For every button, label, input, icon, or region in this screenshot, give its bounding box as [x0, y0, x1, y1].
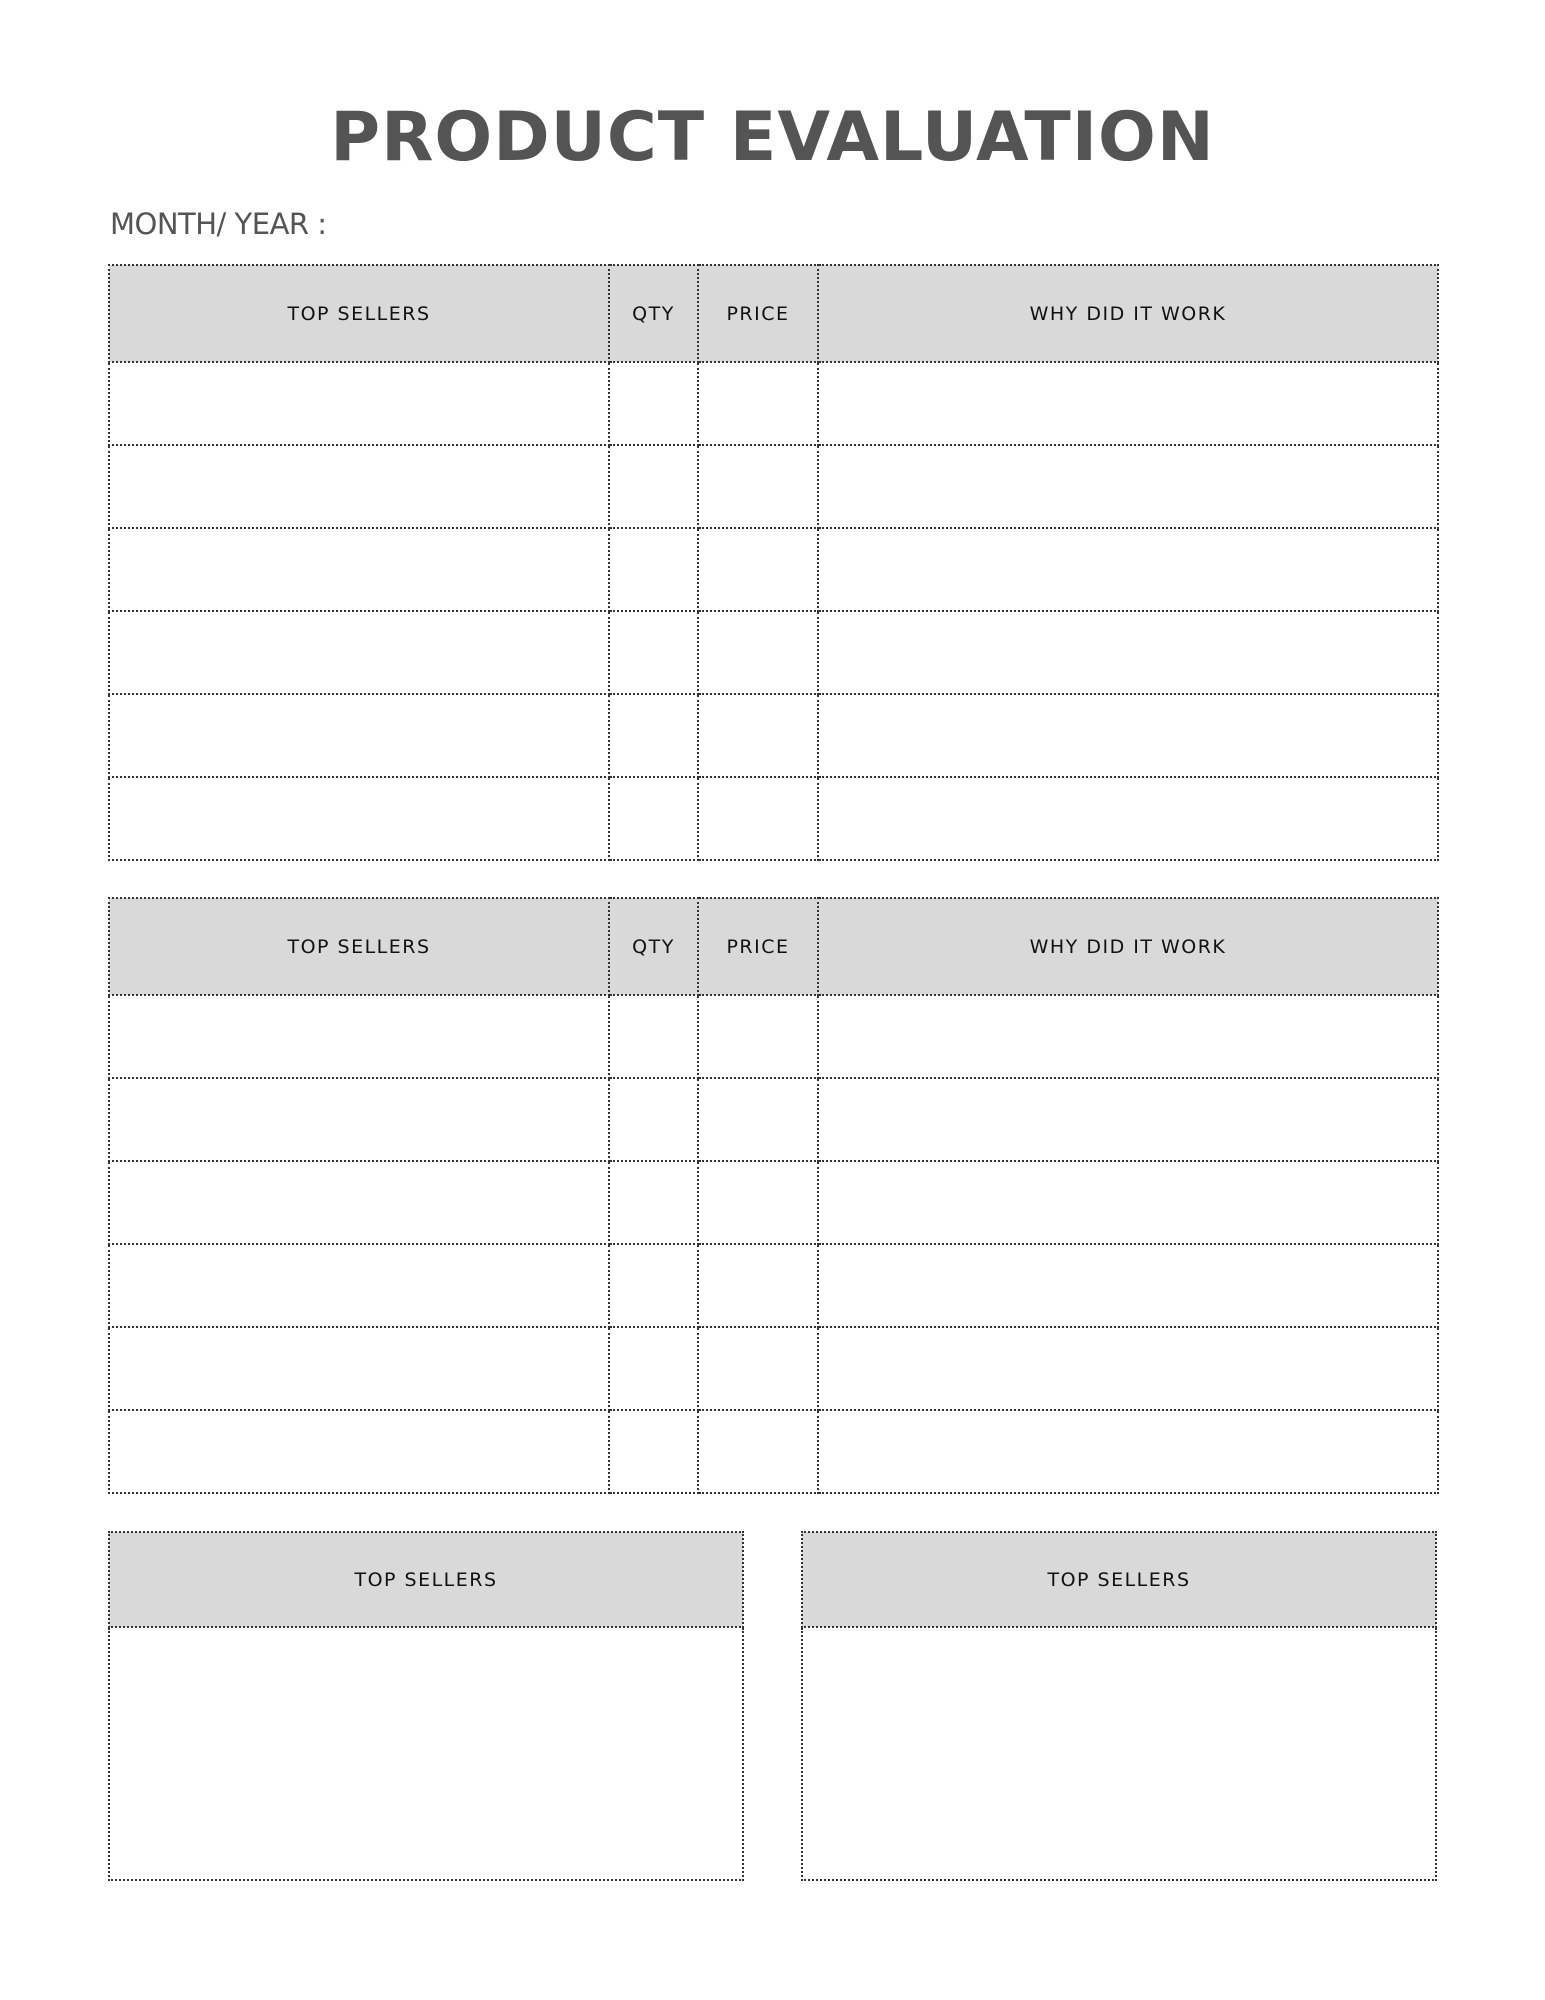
cell-top-seller[interactable]	[109, 1078, 609, 1161]
cell-price[interactable]	[698, 995, 818, 1078]
month-year-label: MONTH/ YEAR :	[110, 207, 327, 241]
header-top-sellers: TOP SELLERS	[109, 898, 609, 995]
cell-price[interactable]	[698, 362, 818, 445]
header-qty: QTY	[609, 265, 698, 362]
cell-qty[interactable]	[609, 694, 698, 777]
cell-qty[interactable]	[609, 1410, 698, 1493]
table-row	[109, 1078, 1438, 1161]
cell-price[interactable]	[698, 445, 818, 528]
header-qty: QTY	[609, 898, 698, 995]
cell-price[interactable]	[698, 777, 818, 860]
header-why-did-it-work: WHY DID IT WORK	[818, 265, 1438, 362]
header-price: PRICE	[698, 898, 818, 995]
cell-qty[interactable]	[609, 1244, 698, 1327]
cell-why[interactable]	[818, 362, 1438, 445]
cell-price[interactable]	[698, 1327, 818, 1410]
cell-qty[interactable]	[609, 528, 698, 611]
cell-why[interactable]	[818, 1078, 1438, 1161]
cell-top-seller[interactable]	[109, 1161, 609, 1244]
cell-price[interactable]	[698, 611, 818, 694]
cell-why[interactable]	[818, 528, 1438, 611]
box-header: TOP SELLERS	[802, 1532, 1436, 1627]
cell-qty[interactable]	[609, 1078, 698, 1161]
table-row	[109, 1161, 1438, 1244]
cell-top-seller[interactable]	[109, 362, 609, 445]
table-header-row	[109, 898, 1438, 995]
cell-qty[interactable]	[609, 1327, 698, 1410]
cell-top-seller[interactable]	[109, 777, 609, 860]
cell-qty[interactable]	[609, 995, 698, 1078]
table-row	[109, 1244, 1438, 1327]
cell-price[interactable]	[698, 528, 818, 611]
evaluation-table-2	[108, 897, 1439, 1494]
cell-why[interactable]	[818, 1410, 1438, 1493]
table-row	[109, 777, 1438, 860]
table-row	[109, 611, 1438, 694]
top-sellers-box-right	[801, 1531, 1437, 1881]
cell-why[interactable]	[818, 777, 1438, 860]
cell-top-seller[interactable]	[109, 1327, 609, 1410]
header-why-did-it-work: WHY DID IT WORK	[818, 898, 1438, 995]
cell-price[interactable]	[698, 1161, 818, 1244]
cell-why[interactable]	[818, 995, 1438, 1078]
cell-price[interactable]	[698, 1244, 818, 1327]
cell-top-seller[interactable]	[109, 694, 609, 777]
header-top-sellers: TOP SELLERS	[109, 265, 609, 362]
table-row	[109, 445, 1438, 528]
table-row	[109, 1327, 1438, 1410]
cell-why[interactable]	[818, 611, 1438, 694]
cell-qty[interactable]	[609, 611, 698, 694]
table-header-row	[109, 265, 1438, 362]
cell-price[interactable]	[698, 694, 818, 777]
top-sellers-box-left	[108, 1531, 744, 1881]
cell-price[interactable]	[698, 1410, 818, 1493]
box-content-area[interactable]	[109, 1627, 743, 1880]
cell-top-seller[interactable]	[109, 528, 609, 611]
evaluation-table-1	[108, 264, 1439, 861]
cell-why[interactable]	[818, 694, 1438, 777]
table-row	[109, 694, 1438, 777]
cell-price[interactable]	[698, 1078, 818, 1161]
box-content-area[interactable]	[802, 1627, 1436, 1880]
cell-why[interactable]	[818, 445, 1438, 528]
table-row	[109, 528, 1438, 611]
cell-why[interactable]	[818, 1244, 1438, 1327]
page-title: PRODUCT EVALUATION	[330, 98, 1215, 177]
table-row	[109, 995, 1438, 1078]
cell-why[interactable]	[818, 1327, 1438, 1410]
box-header: TOP SELLERS	[109, 1532, 743, 1627]
cell-qty[interactable]	[609, 777, 698, 860]
cell-qty[interactable]	[609, 362, 698, 445]
header-price: PRICE	[698, 265, 818, 362]
cell-why[interactable]	[818, 1161, 1438, 1244]
cell-qty[interactable]	[609, 1161, 698, 1244]
table-row	[109, 1410, 1438, 1493]
table-row	[109, 362, 1438, 445]
cell-top-seller[interactable]	[109, 1410, 609, 1493]
cell-top-seller[interactable]	[109, 611, 609, 694]
cell-top-seller[interactable]	[109, 1244, 609, 1327]
cell-qty[interactable]	[609, 445, 698, 528]
cell-top-seller[interactable]	[109, 995, 609, 1078]
cell-top-seller[interactable]	[109, 445, 609, 528]
